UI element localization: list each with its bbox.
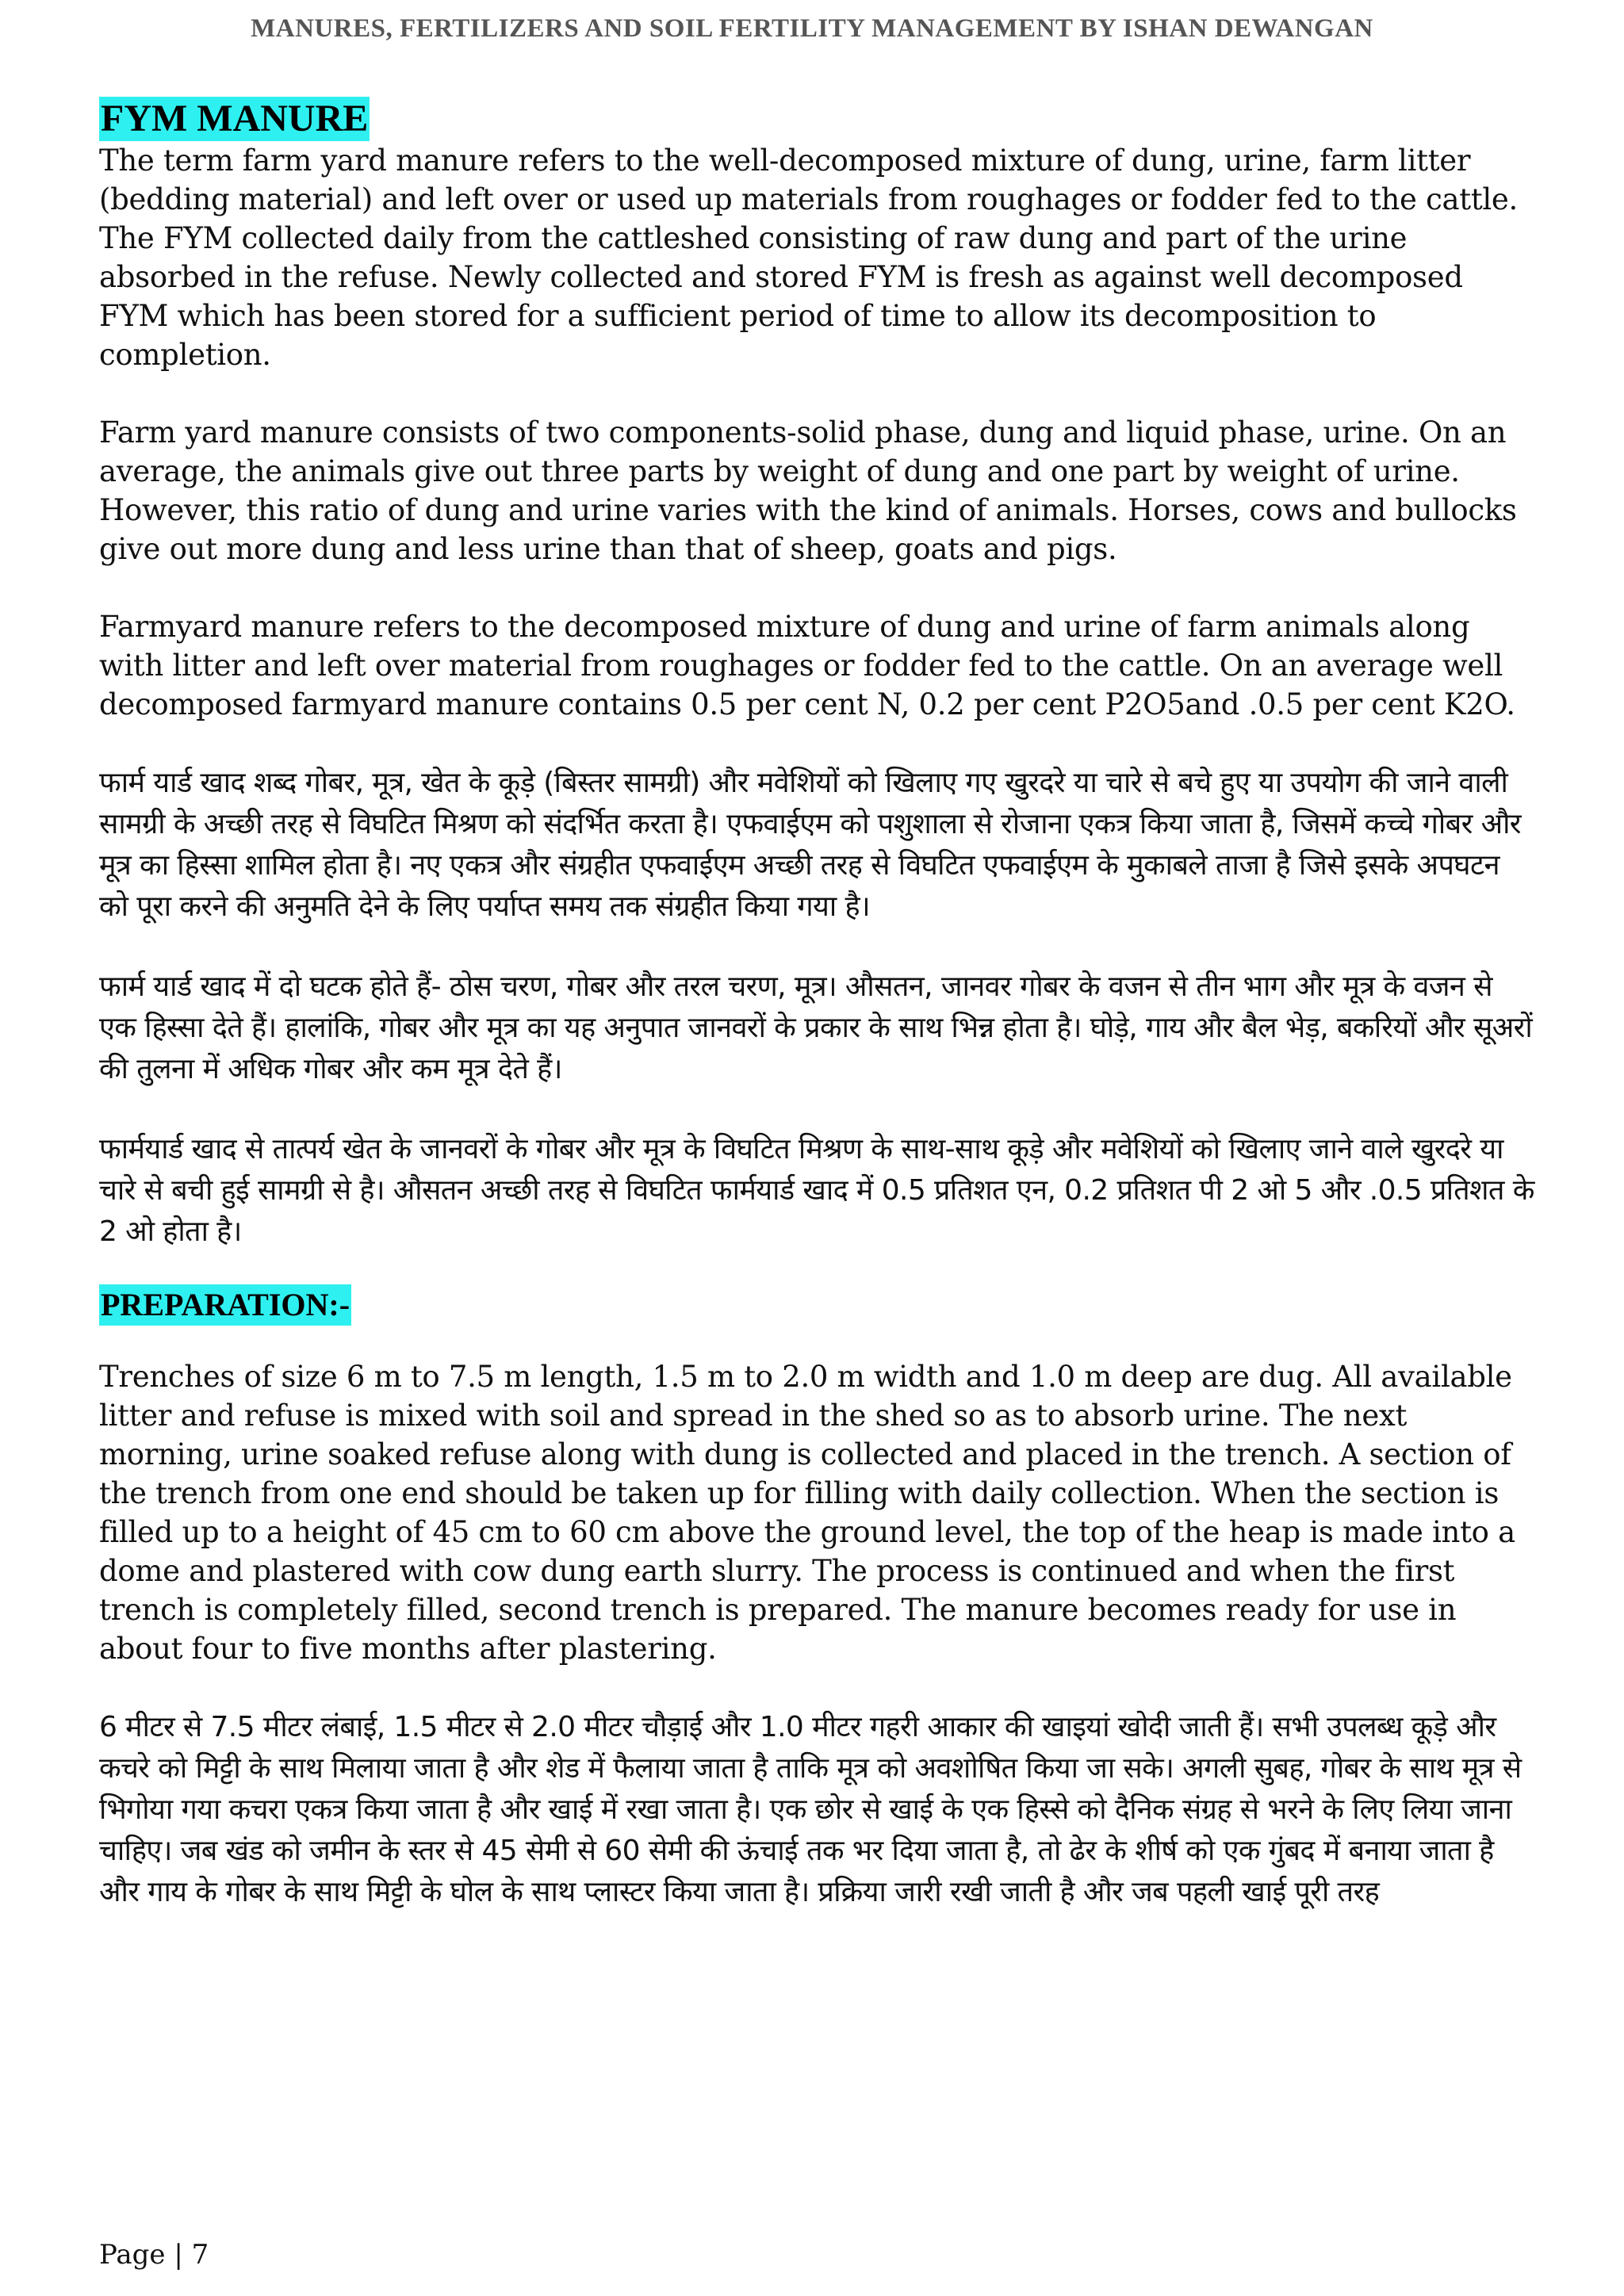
section-heading-fym-manure: FYM MANURE — [101, 98, 369, 140]
paragraph-preparation: Trenches of size 6 m to 7.5 m length, 1.5 m to 2.0 m width and 1.0 m deep are dug. All available litter and refuse is mixed with soil and spread in the shed so as to absorb urine. The next morning, urine soaked refuse along with dung is collected and placed in the trench. A section of the trench from one end should be taken up for filling with daily collection. When the section is filled up to a height of 45 cm to 60 cm above the ground level, the top of the heap is made into a dome and plastered with cow dung earth slurry. The process is continued and when the first trench is completely filled, second trench is prepared. The manure becomes ready for use in about four to five months after plastering. — [99, 1360, 1515, 1666]
paragraph-hindi-fym-components: फार्म यार्ड खाद में दो घटक होते हैं- ठोस चरण, गोबर और तरल चरण, मूत्र। औसतन, जानवर गोबर के वजन से तीन भाग और मूत्र के वजन से एक हिस्सा देते हैं। हालांकि, गोबर और मूत्र का यह अनुपात जानवरों के प्रकार के साथ भिन्न होता है। घोड़े, गाय और बैल भेड़, बकरियों और सूअरों की तुलना में अधिक गोबर और कम मूत्र देते हैं। — [99, 970, 1533, 1085]
paragraph-fym-components: Farm yard manure consists of two components-solid phase, dung and liquid phase, urine. On an average, the animals give out three parts by weight of dung and one part by weight of urine. However, this ratio of dung and urine varies with the kind of animals. Horses, cows and bullocks give out more dung and less urine than that of sheep, goats and pigs. — [99, 415, 1517, 566]
running-header: MANURES, FERTILIZERS AND SOIL FERTILITY MANAGEMENT BY ISHAN DEWANGAN — [251, 14, 1373, 43]
paragraph-fym-nutrients: Farmyard manure refers to the decomposed mixture of dung and urine of farm animals along with litter and left over material from roughages or fodder fed to the cattle. On an average well decomposed farmyard manure contains 0.5 per cent N, 0.2 per cent P2O5and .0.5 per cent K2O. — [99, 610, 1515, 721]
paragraph-hindi-fym-nutrients: फार्मयार्ड खाद से तात्पर्य खेत के जानवरों के गोबर और मूत्र के विघटित मिश्रण के साथ-साथ कूड़े और मवेशियों को खिलाए जाने वाले खुरदरे या चारे से बची हुई सामग्री से है। औसतन अच्छी तरह से विघटित फार्मयार्ड खाद में 0.5 प्रतिशत एन, 0.2 प्रतिशत पी 2 ओ 5 और .0.5 प्रतिशत के 2 ओ होता है। — [99, 1133, 1534, 1248]
section-heading-preparation: PREPARATION:- — [99, 1284, 351, 1326]
paragraph-hindi-fym-definition: फार्म यार्ड खाद शब्द गोबर, मूत्र, खेत के कूड़े (बिस्तर सामग्री) और मवेशियों को खिलाए गए खुरदरे या चारे से बचे हुए या उपयोग की जाने वाली सामग्री के अच्छी तरह से विघटित मिश्रण को संदर्भित करता है। एफवाईएम को पशुशाला से रोजाना एकत्र किया जाता है, जिसमें कच्चे गोबर और मूत्र का हिस्सा शामिल होता है। नए एकत्र और संग्रहीत एफवाईएम अच्छी तरह से विघटित एफवाईएम के मुकाबले ताजा है जिसे इसके अपघटन को पूरा करने की अनुमति देने के लिए पर्याप्त समय तक संग्रहीत किया गया है। — [99, 767, 1521, 923]
paragraph-fym-definition: The term farm yard manure refers to the well-decomposed mixture of dung, urine, farm litter (bedding material) and left over or used up materials from roughages or fodder fed to the cattle. The FYM collected daily from the cattleshed consisting of raw dung and part of the urine absorbed in the refuse. Newly collected and stored FYM is fresh as against well decomposed FYM which has been stored for a sufficient period of time to allow its decomposition to completion. — [99, 144, 1518, 372]
paragraph-hindi-preparation: 6 मीटर से 7.5 मीटर लंबाई, 1.5 मीटर से 2.0 मीटर चौड़ाई और 1.0 मीटर गहरी आकार की खाइयां खोदी जाती हैं। सभी उपलब्ध कूड़े और कचरे को मिट्टी के साथ मिलाया जाता है और शेड में फैलाया जाता है ताकि मूत्र को अवशोषित किया जा सके। अगली सुबह, गोबर के साथ मूत्र से भिगोया गया कचरा एकत्र किया जाता है और खाई में रखा जाता है। एक छोर से खाई के एक हिस्से को दैनिक संग्रह से भरने के लिए लिया जाना चाहिए। जब खंड को जमीन के स्तर से 45 सेमी से 60 सेमी की ऊंचाई तक भर दिया जाता है, तो ढेर के शीर्ष को एक गुंबद में बनाया जाता है और गाय के गोबर के साथ मिट्टी के घोल के साथ प्लास्टर किया जाता है। प्रक्रिया जारी रखी जाती है और जब पहली खाई पूरी तरह — [99, 1711, 1522, 1908]
page-number: Page | 7 — [99, 2239, 209, 2271]
document-body — [99, 97, 1536, 1913]
